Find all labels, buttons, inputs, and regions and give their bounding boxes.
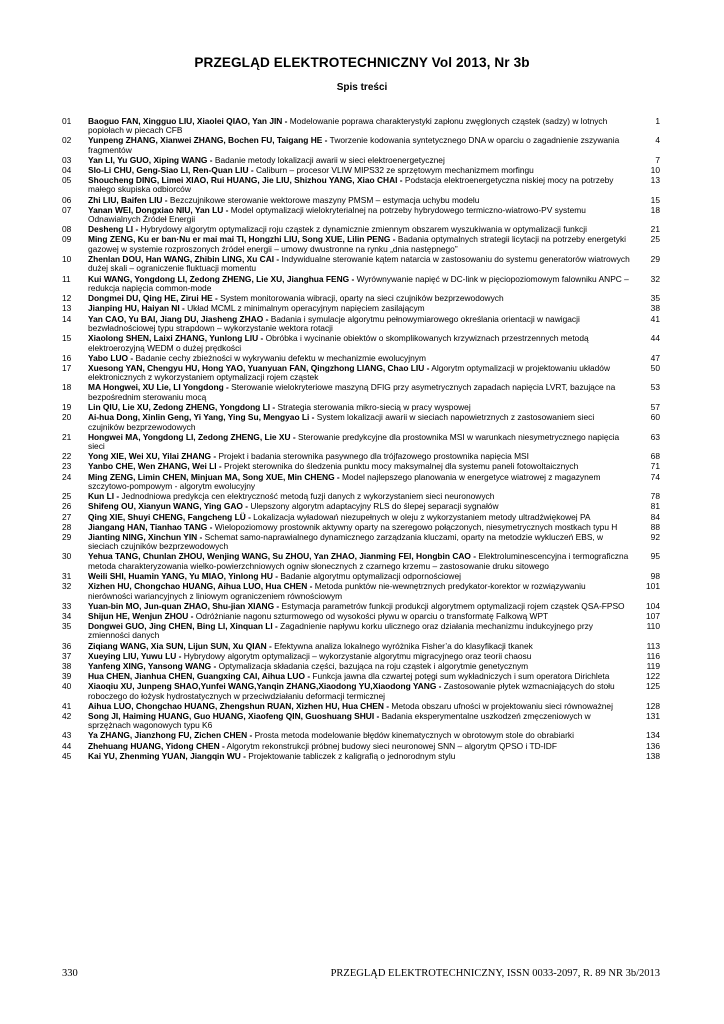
toc-entry [62, 682, 660, 701]
entry-title: Układ MCML z minimalnym operacyjnym napięciem zasilającym [184, 303, 425, 314]
entry-page: 57 [650, 402, 660, 413]
entry-text [88, 117, 638, 136]
entry-number: 24 [62, 471, 72, 482]
entry-text [88, 304, 638, 313]
entry-text [88, 403, 638, 412]
entry-page: 116 [646, 650, 660, 661]
entry-number: 20 [62, 412, 72, 423]
entry-page: 25 [650, 234, 660, 245]
toc-entry [62, 533, 660, 552]
entry-number: 34 [62, 610, 72, 621]
entry-page: 50 [650, 362, 660, 373]
entry-title: Algorytm optymalizacji w projektowaniu układów elektronicznych z wykorzystaniem optymalizacji rojem cząstek [88, 362, 610, 383]
entry-authors: Kui WANG, Yongdong LI, Zedong ZHENG, Lie XU, Jianghua FENG - [88, 273, 355, 284]
toc-entry [62, 196, 660, 205]
entry-text [88, 642, 638, 651]
entry-authors: Dongwei GUO, Jing CHEN, Bing LI, Xinquan LI - [88, 620, 278, 631]
entry-number: 11 [62, 273, 71, 284]
entry-authors: Desheng LI - [88, 224, 139, 235]
entry-page: 74 [650, 471, 660, 482]
entry-text [88, 662, 638, 671]
entry-number: 44 [62, 740, 72, 751]
entry-page: 53 [650, 382, 660, 393]
entry-text [88, 334, 638, 353]
entry-page: 125 [646, 681, 660, 692]
entry-title: Hybrydowy algorytm optymalizacji roju cząstek z dynamicznie zmiennym obszarem wyszukiwania w optymalizacji funkcji [138, 224, 587, 235]
entry-authors: Xiaolong SHEN, Laixi ZHANG, Yunlong LIU - [88, 333, 264, 344]
entry-page: 15 [650, 194, 660, 205]
entry-number: 41 [62, 700, 72, 711]
entry-text [88, 602, 638, 611]
entry-text [88, 572, 638, 581]
entry-title: Sterowanie wielokryteriowe maszyną DFIG przy asymetrycznych zapadach napięcia LVRT, bazujące na bezpośrednim sterowaniu mocą [88, 382, 616, 402]
entry-authors: Xueying LIU, Yuwu LU - [88, 650, 182, 661]
entry-text [88, 612, 638, 621]
entry-authors: Lin QIU, Lie XU, Zedong ZHENG, Yongdong LI - [88, 402, 276, 413]
entry-title: Elektroluminescencyjna i termograficzna metoda charakteryzowania wielko-powierzchniowych ogniw słonecznych z czarnego krzemu – zastosowanie druku sitowego [88, 551, 629, 571]
entry-authors: Aihua LUO, Chongchao HUANG, Zhengshun RUAN, Xizhen HU, Hua CHEN - [88, 700, 390, 711]
entry-title: Metoda punktów nie-wewnętrznych predykator-korektor w rozwiązywaniu nierówności wariancyjnych z liniowym ograniczeniem równościowym [88, 581, 586, 601]
toc-entry [62, 354, 660, 363]
entry-title: Wyrównywanie napięć w DC-link w pięciopoziomowym falowniku ANPC – redukcja napięcia common-mode [88, 273, 629, 294]
entry-title: Prosta metoda modelowanie błędów kinematycznych w obrotowym stole do obrabiarki [252, 730, 574, 741]
entry-authors: Zhenlan DOU, Han WANG, Zhibin LING, Xu CAI - [88, 254, 280, 265]
entry-page: 138 [646, 750, 660, 761]
entry-text [88, 383, 638, 402]
entry-number: 38 [62, 660, 72, 671]
entry-number: 36 [62, 640, 72, 651]
entry-page: 107 [646, 610, 660, 621]
entry-text [88, 712, 638, 731]
entry-authors: Zhehuang HUANG, Yidong CHEN - [88, 740, 225, 751]
entry-text [88, 752, 638, 761]
toc-entry [62, 275, 660, 294]
toc-entry [62, 731, 660, 740]
entry-number: 29 [62, 531, 72, 542]
entry-number: 21 [62, 431, 72, 442]
entry-authors: Ziqiang WANG, Xia SUN, Lijun SUN, Xu QIAN - [88, 640, 272, 651]
entry-page: 29 [650, 254, 660, 265]
entry-text [88, 742, 638, 751]
entry-page: 95 [650, 551, 660, 562]
entry-page: 136 [646, 740, 660, 751]
entry-page: 122 [646, 671, 660, 681]
entry-number: 27 [62, 511, 72, 522]
toc-entry [62, 513, 660, 522]
entry-page: 1 [655, 115, 660, 126]
entry-text [88, 354, 638, 363]
entry-text [88, 294, 638, 303]
entry-title: Zastosowanie płytek wzmacniających do stołu roboczego do łożysk hydrostatycznych w przeciwdziałaniu deformacji termicznej [88, 681, 615, 701]
entry-text [88, 622, 638, 641]
entry-title: Badanie cechy zbieżności w wykrywaniu defektu w mechanizmie ewolucyjnym [133, 352, 426, 363]
entry-title: Optymalizacja składania części, bazująca na roju cząstek i algorytmie genetycznym [216, 660, 529, 671]
entry-number: 22 [62, 451, 72, 462]
entry-authors: Song JI, Haiming HUANG, Guo HUANG, Xiaofeng QIN, Guoshuang SHUI - [88, 710, 380, 721]
entry-authors: MA Hongwei, XU Lie, LI Yongdong - [88, 382, 229, 393]
entry-text [88, 533, 638, 552]
entry-page: 7 [655, 154, 660, 165]
entry-title: Projektowanie tabliczek z kaligrafią o jednorodnym stylu [245, 750, 456, 761]
entry-text [88, 502, 638, 511]
entry-title: Zagadnienie napływu korku ulicznego oraz działania mechanizmu indukcyjnego przy zmienności danych [88, 620, 593, 641]
entry-title: Schemat samo-naprawialnego dynamicznego zarządzania kluczami, oparty na metodzie wykluczeń EBS, w sieciach czujników bezprzewodowych [88, 531, 604, 552]
entry-authors: Yabo LUO - [88, 352, 134, 363]
toc-entry [62, 334, 660, 353]
entry-authors: Jiangang HAN, Tianhao TANG - [88, 521, 213, 532]
entry-authors: Shijun HE, Wenjun ZHOU - [88, 610, 194, 621]
entry-title: Odróżnianie nagonu szturmowego od wysokości pływu w oparciu o transformatę Falkową WPT [193, 610, 549, 621]
entry-page: 131 [646, 710, 660, 721]
toc-entry [62, 662, 660, 671]
entry-title: Modelowanie poprawa charakterystyki zapłonu zwęglonych cząstek (sadzy) w lotnych popiołach w piecach CFB [88, 115, 608, 135]
entry-text [88, 235, 638, 254]
entry-title: Efektywna analiza lokalnego wyróżnika Fisher’a do klasyfikacji tkanek [271, 640, 533, 651]
entry-authors: Yunpeng ZHANG, Xianwei ZHANG, Bochen FU, Taigang HE - [88, 135, 328, 146]
entry-number: 33 [62, 600, 72, 611]
entry-authors: Jianting NING, Xinchun YIN - [88, 531, 203, 542]
entry-number: 19 [62, 402, 72, 413]
footer-journal-info: PRZEGLĄD ELEKTROTECHNICZNY, ISSN 0033-2097, R. 89 NR 3b/2013 [330, 968, 660, 979]
toc-entry [62, 742, 660, 751]
entry-number: 23 [62, 461, 72, 472]
toc-entry [62, 622, 660, 641]
entry-number: 30 [62, 551, 72, 562]
entry-number: 39 [62, 671, 72, 681]
toc-entry [62, 235, 660, 254]
entry-title: Algorytm rekonstrukcji próbnej budowy sieci neuronowej SNN – algorytm QPSO i TD-IDF [224, 740, 557, 751]
entry-page: 47 [650, 352, 660, 363]
entry-page: 21 [650, 224, 660, 235]
entry-number: 07 [62, 204, 72, 215]
toc-entry [62, 642, 660, 651]
toc-entry [62, 136, 660, 155]
entry-number: 25 [62, 491, 72, 502]
entry-text [88, 196, 638, 205]
entry-authors: Baoguo FAN, Xingguo LIU, Xiaolei QIAO, Yan JIN - [88, 115, 288, 126]
entry-title: Model optymalizacji wielokryterialnej na potrzeby hybrydowego termiczno-wiatrowo-PV systemu Odnawialnych Źródeł Energii [88, 204, 586, 225]
toc-entry [62, 315, 660, 334]
entry-page: 32 [650, 273, 660, 284]
entry-number: 18 [62, 382, 72, 393]
entry-number: 28 [62, 521, 72, 532]
toc-entry [62, 612, 660, 621]
entry-page: 81 [650, 501, 660, 512]
entry-title: Strategia sterowania mikro-siecią w pracy wyspowej [275, 402, 471, 413]
entry-number: 16 [62, 352, 72, 363]
entry-text [88, 492, 638, 501]
entry-title: Estymacja parametrów funkcji produkcji algorytmem optymalizacji rojem cząstek QSA-FPSO [279, 600, 625, 611]
entry-number: 43 [62, 730, 72, 741]
entry-number: 01 [62, 115, 72, 126]
entry-text [88, 315, 638, 334]
entry-number: 14 [62, 313, 72, 324]
footer-page-number: 330 [62, 968, 78, 979]
entry-authors: Yanbo CHE, Wen ZHANG, Wei LI - [88, 461, 222, 472]
entry-title: Caliburn – procesor VLIW MIPS32 ze sprzętowym mechanizmem morfingu [253, 164, 534, 175]
entry-page: 92 [650, 531, 660, 542]
entry-authors: Shoucheng DING, Limei XIAO, Rui HUANG, Jie LIU, Shizhou YANG, Xiao CHAI - [88, 174, 403, 185]
entry-number: 31 [62, 570, 72, 581]
entry-authors: Ai-hua Dong, Xinlin Geng, Yi Yang, Ying Su, Mengyao Li - [88, 412, 315, 423]
entry-page: 98 [650, 570, 660, 581]
entry-text [88, 473, 638, 492]
entry-authors: Yan CAO, Yu BAI, Jiang DU, Jiasheng ZHAO - [88, 313, 269, 324]
entry-text [88, 176, 638, 195]
entry-text [88, 136, 638, 155]
entry-number: 17 [62, 362, 72, 373]
entry-page: 38 [650, 303, 660, 314]
entry-number: 35 [62, 620, 72, 631]
entry-page: 78 [650, 491, 660, 502]
entry-authors: Yanan WEI, Dongxiao NIU, Yan LU - [88, 204, 229, 215]
toc-entry [62, 413, 660, 432]
toc-entry [62, 572, 660, 581]
toc-entry [62, 652, 660, 661]
toc-entry [62, 452, 660, 461]
entry-authors: Yuan-bin MO, Jun-quan ZHAO, Shu-jian XIANG - [88, 600, 280, 611]
toc-entry [62, 492, 660, 501]
entry-authors: Ya ZHANG, Jianzhong FU, Zichen CHEN - [88, 730, 253, 741]
entry-number: 09 [62, 234, 72, 245]
entry-title: Obróbka i wycinanie obiektów o skomplikowanych krzywiznach przestrzennych metodą elektroerozyjną WEDM o dużej prędkości [88, 333, 589, 353]
entry-authors: Yan LI, Yu GUO, Xiping WANG - [88, 154, 213, 165]
entry-authors: Qing XIE, Shuyi CHENG, Fangcheng LÜ - [88, 511, 251, 522]
entry-title: Podstacja elektroenergetyczna niskiej mocy na potrzeby małego skupiska odbiorców [88, 174, 614, 195]
entry-title: Lokalizacja wyładowań niezupełnych w oleju z wykorzystaniem metody ultradźwiękowej PA [250, 511, 591, 522]
entry-text [88, 652, 638, 661]
toc-entry [62, 502, 660, 511]
entry-text [88, 413, 638, 432]
toc-entry [62, 225, 660, 234]
entry-text [88, 433, 638, 452]
toc-entry [62, 582, 660, 601]
toc-entry [62, 702, 660, 711]
entry-number: 08 [62, 224, 72, 235]
toc-entry [62, 462, 660, 471]
entry-title: Model najlepszego planowania w energetyce wiatrowej z magazynem szczytowo-pompowym - algorytm ewolucyjny [88, 471, 601, 492]
entry-title: Ulepszony algorytm adaptacyjny RLS do ślepej separacji sygnałów [248, 501, 499, 512]
toc-entry [62, 433, 660, 452]
entry-title: Sterowanie predykcyjne dla prostownika MSI w warunkach niesymetrycznego napięcia sieci [88, 431, 620, 452]
entry-authors: Hongwei MA, Yongdong LI, Zedong ZHENG, Lie XU - [88, 431, 296, 442]
toc-entry [62, 383, 660, 402]
entry-title: Funkcja jawna dla czwartej potęgi sum wykładniczych i sum operatora Dirichleta [310, 671, 610, 681]
entry-page: 63 [650, 431, 660, 442]
entry-text [88, 552, 638, 571]
entry-text [88, 156, 638, 165]
entry-authors: Shifeng OU, Xianyun WANG, Ying GAO - [88, 501, 249, 512]
entry-text [88, 364, 638, 383]
entry-title: Badanie metody lokalizacji awarii w sieci elektroenergetycznej [212, 154, 445, 165]
entry-number: 26 [62, 501, 72, 512]
journal-title: PRZEGLĄD ELEKTROTECHNICZNY Vol 2013, Nr 3b [194, 55, 530, 70]
entry-number: 13 [62, 303, 72, 314]
toc-entry [62, 166, 660, 175]
entry-authors: Xiaoqiu XU, Junpeng SHAO,Yunfei WANG,Yanqin ZHANG,Xiaodong YU,Xiaodong YANG - [88, 681, 442, 692]
entry-page: 113 [646, 640, 660, 651]
entry-number: 15 [62, 333, 72, 344]
entry-title: Jednodniowa predykcja cen elektryczność metodą fuzji danych z wykorzystaniem sieci neuronowych [119, 491, 495, 502]
toc-entry [62, 304, 660, 313]
entry-text [88, 702, 638, 711]
entry-text [88, 255, 638, 274]
entry-page: 18 [650, 204, 660, 215]
entry-title: Hybrydowy algorytm optymalizacji – wykorzystanie algorytmu migracyjnego oraz teorii chaosu [181, 650, 532, 661]
toc-entry [62, 752, 660, 761]
entry-number: 45 [62, 750, 72, 761]
entry-text [88, 731, 638, 740]
entry-text [88, 513, 638, 522]
entry-title: Badania eksperymentalne uszkodzeń zmęczeniowych w sprzężnach wagonowych typu K6 [88, 710, 591, 731]
entry-page: 110 [646, 620, 660, 631]
entry-page: 68 [650, 451, 660, 462]
entry-page: 134 [646, 730, 660, 741]
entry-number: 40 [62, 681, 72, 692]
entry-number: 12 [62, 293, 72, 304]
entry-authors: Yong XIE, Wei XU, Yilai ZHANG - [88, 451, 217, 462]
entry-number: 10 [62, 254, 72, 265]
entry-page: 101 [646, 581, 660, 592]
entry-page: 71 [650, 461, 660, 472]
toc-entry [62, 206, 660, 225]
entry-title: Badania i symulacje algorytmu pełnowymiarowego określania orientacji w nawigacji bezwładnościowej typu strapdown – wykorzystanie wektora rotacji [88, 313, 580, 333]
entry-number: 32 [62, 581, 72, 592]
entry-title: Wielopoziomowy prostownik aktywny oparty na szeregowo połączonych, niesymetrycznych mostkach typu H [212, 521, 618, 532]
entry-authors: Xizhen HU, Chongchao HUANG, Aihua LUO, Hua CHEN - [88, 581, 313, 592]
entry-number: 37 [62, 650, 72, 661]
entry-title: Badania optymalnych strategii licytacji na potrzeby energetyki gazowej w systemie rozproszonych źródeł energii – umowy dwustronne na rynku „dnia następnego” [88, 234, 626, 254]
toc-heading: Spis treści [336, 82, 388, 93]
entry-page: 128 [646, 700, 660, 711]
toc-entry [62, 602, 660, 611]
entry-page: 4 [655, 135, 660, 146]
toc-entry [62, 672, 660, 681]
entry-authors: Hua CHEN, Jianhua CHEN, Guangxing CAI, Aihua LUO - [88, 671, 311, 681]
entry-text [88, 523, 638, 532]
entry-text [88, 452, 638, 461]
entry-number: 04 [62, 164, 72, 175]
entry-authors: Zhi LIU, Baifen LIU - [88, 194, 168, 205]
toc-entry [62, 294, 660, 303]
entry-authors: Weili SHI, Huamin YANG, Yu MIAO, Yinlong HU - [88, 570, 279, 581]
entry-page: 88 [650, 521, 660, 532]
toc-entry [62, 117, 660, 136]
toc-entry [62, 156, 660, 165]
entry-number: 03 [62, 154, 72, 165]
entry-title: Badanie algorytmu optymalizacji odpornościowej [278, 570, 461, 581]
entry-authors: Xuesong YAN, Chengyu HU, Hong YAO, Yuanyuan FAN, Qingzhong LIANG, Chao LIU - [88, 362, 430, 373]
entry-authors: Kai YU, Zhenming YUAN, Jiangqin WU - [88, 750, 246, 761]
entry-page: 44 [650, 333, 660, 344]
entry-page: 10 [650, 164, 660, 175]
entry-text [88, 206, 638, 225]
toc-entry [62, 473, 660, 492]
entry-authors: Yanfeng XING, Yansong WANG - [88, 660, 217, 671]
entry-text [88, 672, 638, 681]
entry-page: 84 [650, 511, 660, 522]
toc-entry [62, 176, 660, 195]
entry-page: 119 [646, 660, 660, 671]
toc-entry [62, 712, 660, 731]
entry-authors: Kun LI - [88, 491, 120, 502]
entry-number: 02 [62, 135, 72, 146]
entry-authors: Slo-Li CHU, Geng-Siao LI, Ren-Quan LIU - [88, 164, 254, 175]
entry-authors: Dongmei DU, Qing HE, Zirui HE - [88, 293, 218, 304]
entry-text [88, 166, 638, 175]
entry-text [88, 462, 638, 471]
entry-text [88, 275, 638, 294]
entry-page: 104 [646, 600, 660, 611]
entry-title: Metoda obszaru ufności w projektowaniu sieci równoważnej [389, 700, 613, 711]
entry-title: Indywidualne sterowanie kątem natarcia w zastosowaniu do systemu generatorów wiatrowych dużej skali – ograniczenie fluktuacji momentu [88, 254, 630, 274]
entry-number: 05 [62, 174, 72, 185]
entry-title: Bezczujnikowe sterowanie wektorowe maszyny PMSM – estymacja uchybu modelu [167, 194, 480, 205]
toc-entry [62, 364, 660, 383]
entry-authors: Jianping HU, Haiyan NI - [88, 303, 185, 314]
entry-title: Projekt sterownika do śledzenia punktu mocy maksymalnej dla systemu paneli fotowoltaicznych [221, 461, 579, 472]
entry-title: Tworzenie kodowania syntetycznego DNA w oparciu o zagadnienie zszywania fragmentów [88, 135, 620, 155]
entry-title: Projekt i badania sterownika pasywnego dla trójfazowego prostownika napięcia MSI [216, 451, 529, 462]
entry-authors: Ming ZENG, Ku er ban·Nu er mai mai TI, Hongzhi LIU, Song XUE, Lilin PENG - [88, 234, 396, 245]
entry-title: System monitorowania wibracji, oparty na sieci czujników bezprzewodowych [217, 293, 504, 304]
entry-page: 35 [650, 293, 660, 304]
entry-number: 42 [62, 710, 72, 721]
entry-title: System lokalizacji awarii w sieciach napowietrznych z zastosowaniem sieci czujników bezprzewodowych [88, 412, 595, 432]
entry-text [88, 582, 638, 601]
entry-page: 41 [650, 313, 660, 324]
entry-authors: Ming ZENG, Limin CHEN, Minjuan MA, Song XUE, Min CHENG - [88, 471, 340, 482]
entry-authors: Yehua TANG, Chunlan ZHOU, Wenjing WANG, Su ZHOU, Yan ZHAO, Jianming FEI, Hongbin CAO - [88, 551, 477, 562]
entry-page: 60 [650, 412, 660, 423]
entry-text [88, 225, 638, 234]
table-of-contents [62, 117, 660, 762]
toc-entry [62, 403, 660, 412]
toc-entry [62, 523, 660, 532]
toc-entry [62, 255, 660, 274]
toc-entry [62, 552, 660, 571]
entry-text [88, 682, 638, 701]
entry-number: 06 [62, 194, 72, 205]
entry-page: 13 [650, 174, 660, 185]
